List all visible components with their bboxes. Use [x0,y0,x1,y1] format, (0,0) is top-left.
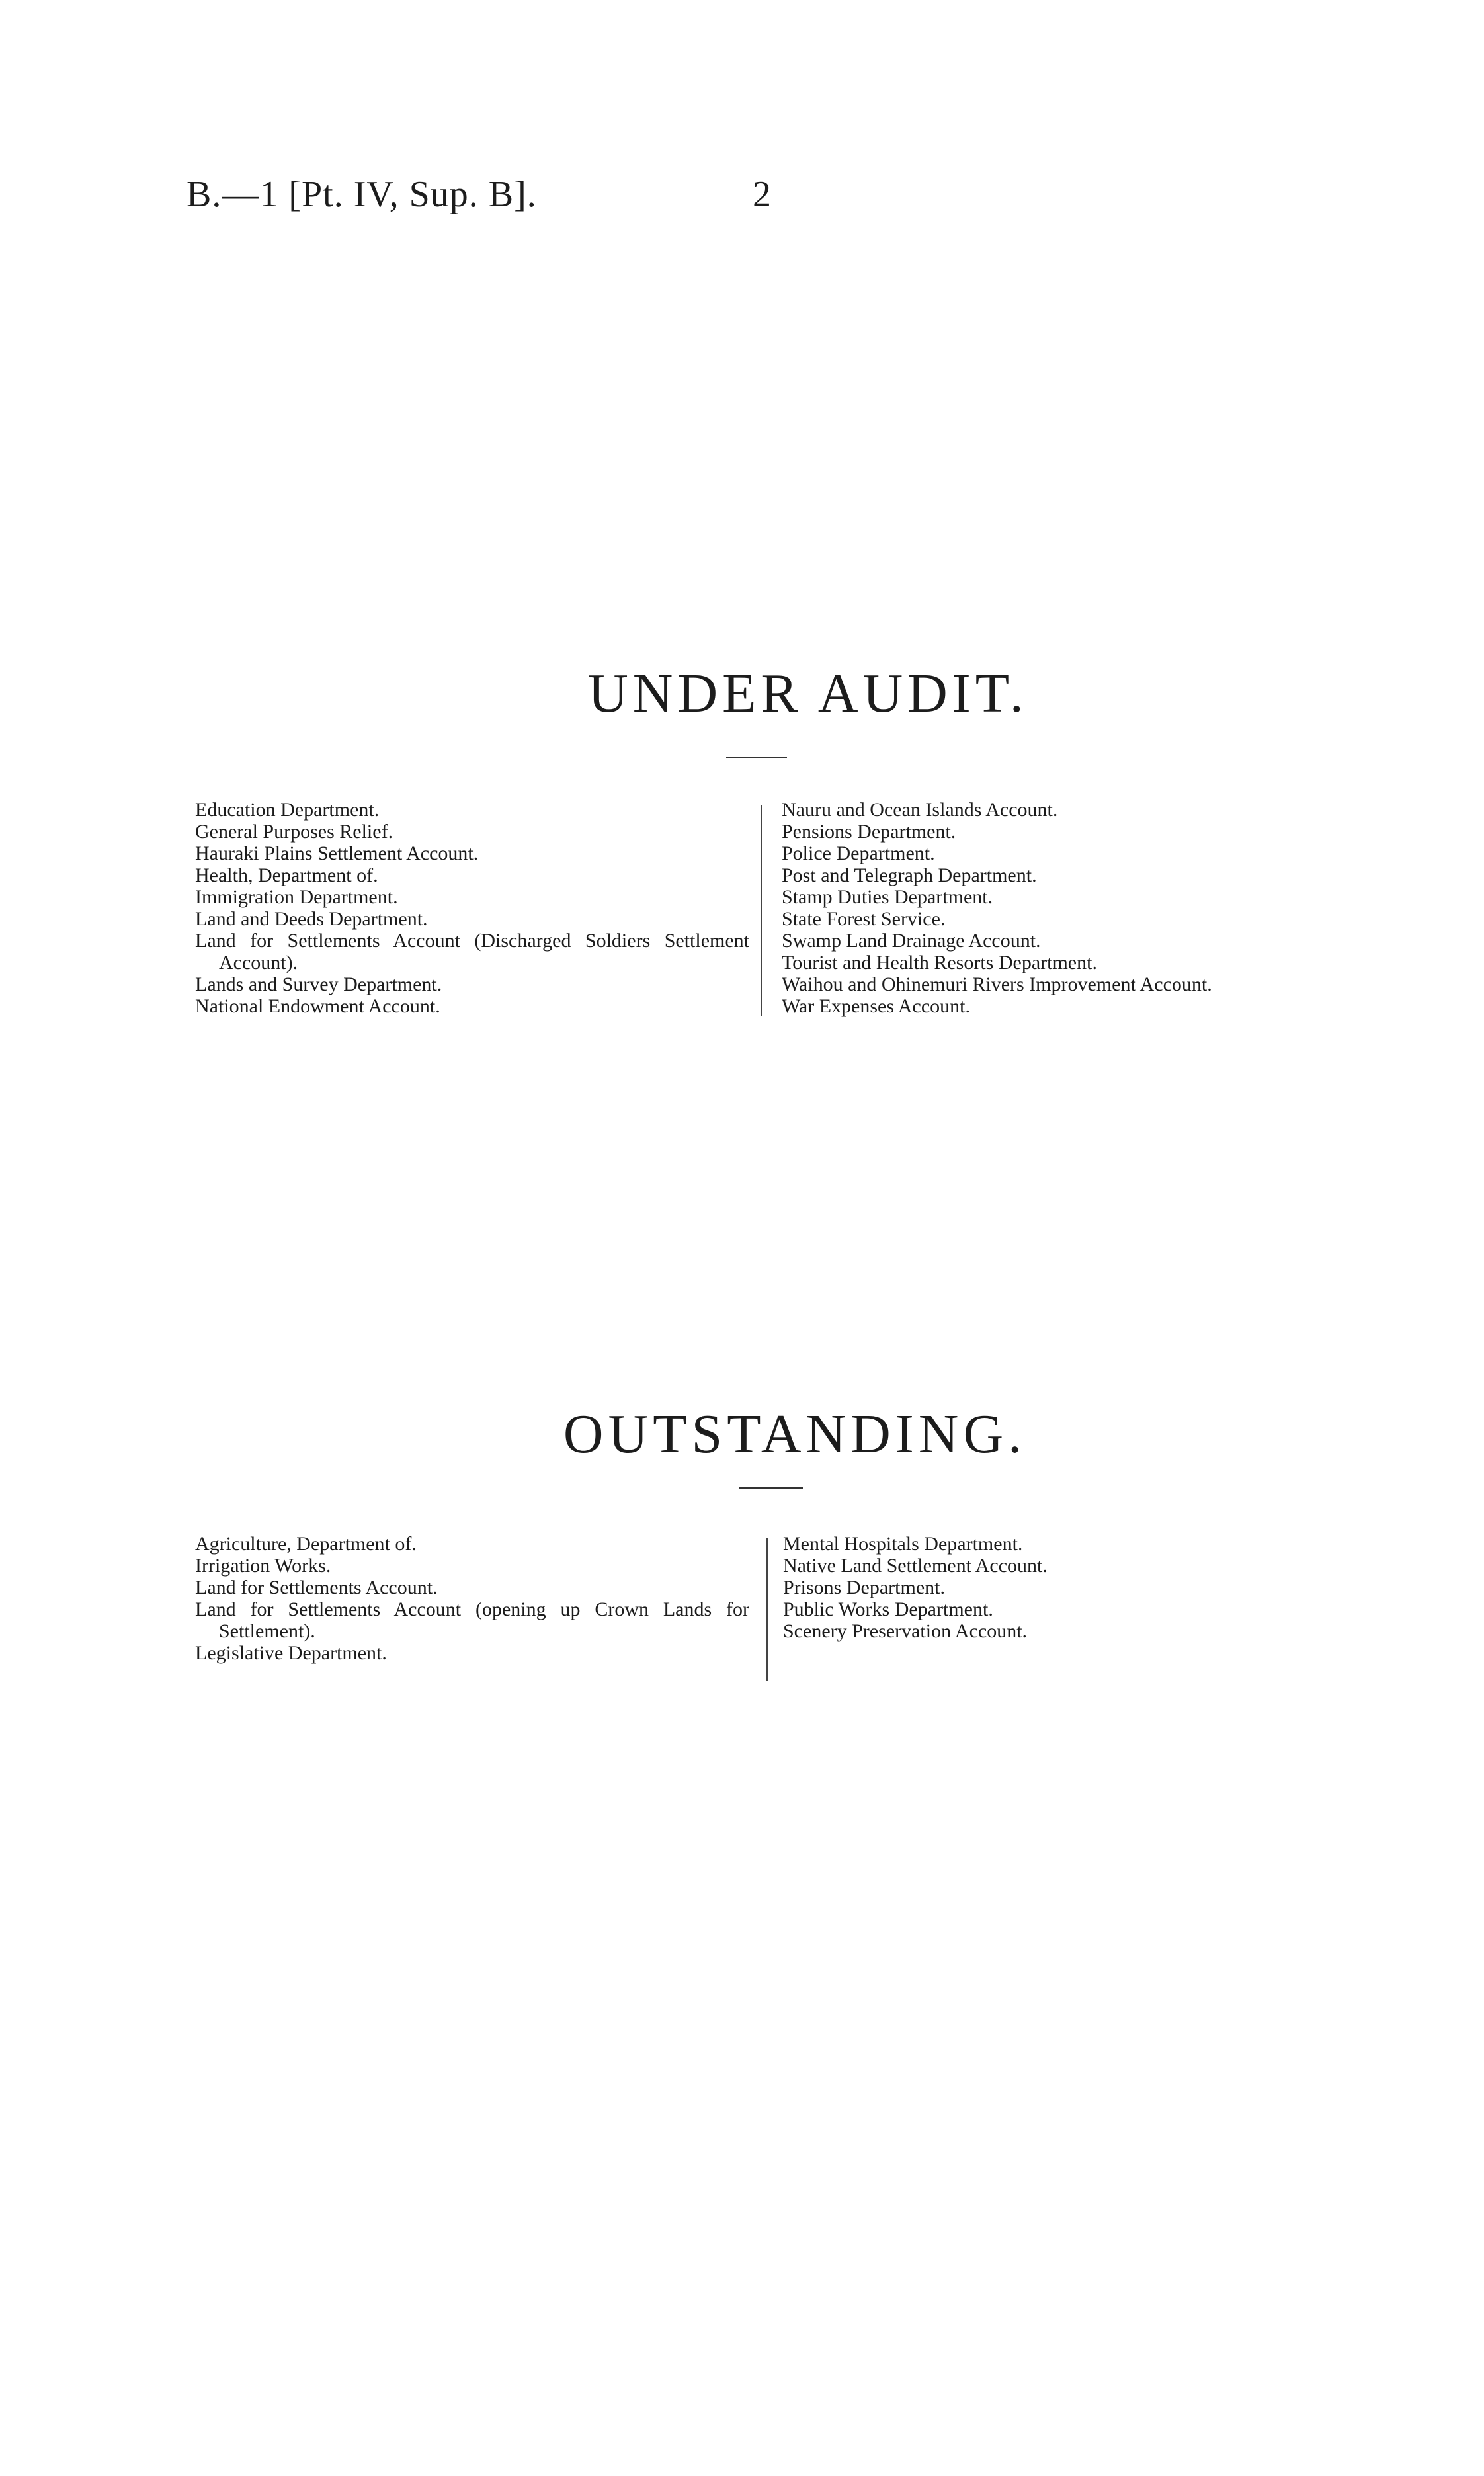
list-item: Stamp Duties Department. [782,886,993,908]
list-item: Prisons Department. [783,1577,945,1598]
under-audit-right-column [782,799,1443,1017]
list-item: Native Land Settlement Account. [783,1555,1048,1577]
list-item: Health, Department of. [195,864,378,886]
list-item: Scenery Preservation Account. [783,1620,1028,1642]
outstanding-left-column [195,1533,749,1664]
list-item: General Purposes Relief. [195,821,393,843]
under-audit-left-column [195,799,749,1017]
outstanding-heading: OUTSTANDING. [563,1403,1027,1465]
under-audit-heading: UNDER AUDIT. [588,663,1028,724]
list-item: Irrigation Works. [195,1555,331,1577]
list-item: Public Works Department. [783,1598,993,1620]
running-head: B.—1 [Pt. IV, Sup. B]. [186,174,537,215]
list-item: Immigration Department. [195,886,398,908]
under-audit-rule [726,757,787,758]
list-item: National Endowment Account. [195,995,440,1017]
list-item: Swamp Land Drainage Account. [782,930,1041,952]
list-item: Mental Hospitals Department. [783,1533,1023,1555]
list-item: Land for Settlements Account (Discharged Soldiers Settlement Account). [195,930,749,973]
page-number: 2 [753,174,771,215]
list-item: Agriculture, Department of. [195,1533,417,1555]
outstanding-right-column [783,1533,1444,1642]
list-item: Land for Settlements Account (opening up Crown Lands for Settlement). [195,1598,749,1642]
list-item: State Forest Service. [782,908,946,930]
under-audit-column-divider [761,805,762,1016]
list-item: Waihou and Ohinemuri Rivers Improvement Account. [782,973,1212,995]
list-item: Land and Deeds Department. [195,908,428,930]
list-item: Land for Settlements Account. [195,1577,438,1598]
outstanding-column-divider [766,1538,768,1681]
list-item: Hauraki Plains Settlement Account. [195,843,479,864]
list-item: Education Department. [195,799,380,821]
list-item: Lands and Survey Department. [195,973,442,995]
outstanding-rule [739,1487,803,1489]
list-item: Tourist and Health Resorts Department. [782,952,1097,973]
list-item: Pensions Department. [782,821,956,843]
list-item: Nauru and Ocean Islands Account. [782,799,1058,821]
list-item: War Expenses Account. [782,995,970,1017]
list-item: Legislative Department. [195,1642,387,1664]
list-item: Police Department. [782,843,935,864]
list-item: Post and Telegraph Department. [782,864,1037,886]
